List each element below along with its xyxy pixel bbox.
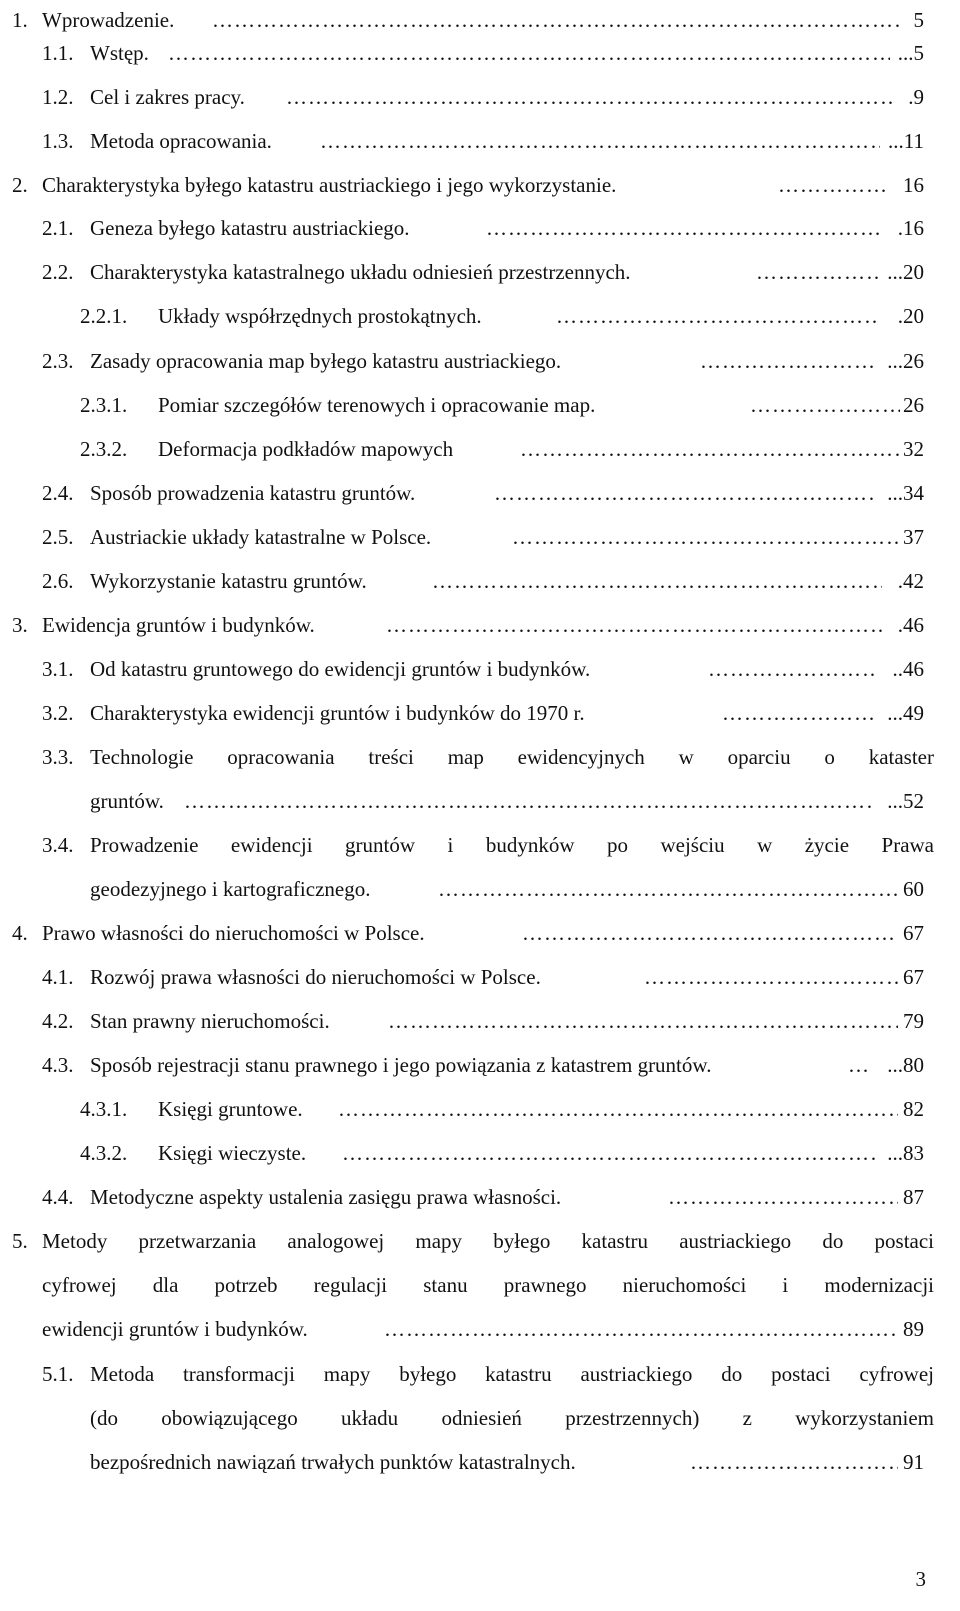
toc-entry-continuation	[0, 1314, 960, 1344]
toc-entry	[0, 38, 960, 68]
toc-leader	[438, 874, 898, 904]
toc-number: 3.1.	[42, 657, 74, 681]
toc-title-continuation: gruntów.	[90, 789, 164, 813]
toc-number: 4.2.	[42, 1009, 74, 1033]
toc-page-number: 89	[903, 1317, 924, 1341]
toc-title: Sposób rejestracji stanu prawnego i jego powiązania z katastrem gruntów.	[90, 1053, 712, 1077]
toc-page-number: 82	[903, 1097, 924, 1121]
toc-page-number: 67	[903, 965, 924, 989]
toc-page-number: .42	[897, 569, 924, 593]
toc-entry	[0, 962, 960, 992]
toc-leader	[708, 654, 876, 684]
toc-entry-continuation	[0, 1447, 960, 1477]
toc-title: Układy współrzędnych prostokątnych.	[158, 304, 482, 328]
toc-title: Cel i zakres pracy.	[90, 85, 245, 109]
toc-title-continuation: ewidencji gruntów i budynków.	[42, 1317, 308, 1341]
toc-page-number: .20	[897, 304, 924, 328]
toc-title-continuation: geodezyjnego i kartograficznego.	[90, 877, 371, 901]
toc-title: Metoda transformacji mapy byłego katastru austriackiego do postaci cyfrowej	[90, 1362, 934, 1386]
toc-entry-continuation	[0, 786, 960, 816]
toc-leader	[700, 346, 876, 376]
toc-title-continuation: cyfrowej dla potrzeb regulacji stanu prawnego nieruchomości i modernizacji	[42, 1273, 934, 1297]
toc-title: Od katastru gruntowego do ewidencji gruntów i budynków.	[90, 657, 591, 681]
toc-number: 4.4.	[42, 1185, 74, 1209]
toc-leader	[556, 301, 880, 331]
toc-entry	[0, 522, 960, 552]
toc-number: 2.2.	[42, 260, 74, 284]
toc-page-number: ...34	[887, 481, 924, 505]
toc-number: 4.1.	[42, 965, 74, 989]
toc-title: Metoda opracowania.	[90, 129, 272, 153]
toc-number: 3.4.	[42, 833, 74, 857]
toc-number: 2.2.1.	[80, 304, 128, 328]
toc-number: 3.3.	[42, 745, 74, 769]
toc-title: Wprowadzenie.	[42, 8, 175, 32]
toc-number: 5.	[12, 1229, 28, 1253]
toc-title: Metody przetwarzania analogowej mapy byłego katastru austriackiego do postaci	[42, 1229, 934, 1253]
toc-page-number: 32	[903, 437, 924, 461]
toc-number: 2.	[12, 173, 28, 197]
toc-title: Wstęp.	[90, 41, 149, 65]
toc-leader	[668, 1182, 898, 1212]
toc-entry	[0, 918, 960, 948]
toc-page-number: 60	[903, 877, 924, 901]
toc-number: 1.1.	[42, 41, 74, 65]
toc-entry	[0, 346, 960, 376]
page-folio: 3	[915, 1567, 926, 1591]
toc-page-number: 79	[903, 1009, 924, 1033]
toc-number: 2.3.1.	[80, 393, 128, 417]
toc-page-number: .9	[908, 85, 924, 109]
toc-entry	[0, 610, 960, 640]
toc-title: Deformacja podkładów mapowych	[158, 437, 454, 461]
toc-entry	[0, 698, 960, 728]
toc-number: 3.2.	[42, 701, 74, 725]
toc-title: Rozwój prawa własności do nieruchomości w Polsce.	[90, 965, 541, 989]
toc-number: 4.3.1.	[80, 1097, 128, 1121]
toc-entry	[0, 742, 960, 772]
toc-page-number: .46	[897, 613, 924, 637]
toc-number: 1.2.	[42, 85, 74, 109]
toc-page-number: ..46	[892, 657, 924, 681]
toc-entry	[0, 301, 960, 331]
toc-entry	[0, 1094, 960, 1124]
toc-number: 1.	[12, 8, 28, 32]
toc-leader	[778, 170, 888, 200]
toc-number: 3.	[12, 613, 28, 637]
toc-page-number: 37	[903, 525, 924, 549]
toc-title: Metodyczne aspekty ustalenia zasięgu prawa własności.	[90, 1185, 562, 1209]
toc-number: 2.1.	[42, 216, 74, 240]
toc-leader	[690, 1447, 898, 1477]
toc-title: Ewidencja gruntów i budynków.	[42, 613, 315, 637]
toc-number: 4.3.2.	[80, 1141, 128, 1165]
toc-page-number: ...26	[887, 349, 924, 373]
toc-page-number: ...52	[887, 789, 924, 813]
toc-entry-continuation	[0, 874, 960, 904]
toc-leader	[644, 962, 898, 992]
toc-number: 2.5.	[42, 525, 74, 549]
toc-page-number: 16	[903, 173, 924, 197]
toc-title: Prawo własności do nieruchomości w Polsce.	[42, 921, 425, 945]
toc-number: 2.4.	[42, 481, 74, 505]
toc-page-number: ...49	[887, 701, 924, 725]
toc-title: Wykorzystanie katastru gruntów.	[90, 569, 367, 593]
toc-entry	[0, 434, 960, 464]
toc-page-number: ...80	[887, 1053, 924, 1077]
toc-title: Austriackie układy katastralne w Polsce.	[90, 525, 432, 549]
toc-title: Księgi gruntowe.	[158, 1097, 303, 1121]
toc-entry	[0, 1050, 960, 1080]
toc-page-number: ...83	[887, 1141, 924, 1165]
toc-page-number: ...11	[888, 129, 924, 153]
toc-entry-continuation	[0, 1403, 960, 1433]
toc-page-number: 5	[913, 8, 924, 32]
toc-page-number: ...20	[887, 260, 924, 284]
toc-number: 1.3.	[42, 129, 74, 153]
toc-page-number: 26	[903, 393, 924, 417]
toc-entry	[0, 5, 960, 35]
toc-title: Zasady opracowania map byłego katastru austriackiego.	[90, 349, 562, 373]
toc-title: Charakterystyka ewidencji gruntów i budynków do 1970 r.	[90, 701, 585, 725]
toc-entry-continuation	[0, 1270, 960, 1300]
toc-entry	[0, 566, 960, 596]
toc-entry	[0, 82, 960, 112]
toc-leader	[750, 390, 900, 420]
toc-entry	[0, 1226, 960, 1256]
toc-leader	[522, 918, 898, 948]
toc-page-number: 87	[903, 1185, 924, 1209]
toc-title: Pomiar szczegółów terenowych i opracowanie map.	[158, 393, 596, 417]
toc-page-number: ...5	[897, 41, 924, 65]
toc-entry	[0, 830, 960, 860]
toc-number: 2.6.	[42, 569, 74, 593]
toc-leader	[168, 38, 890, 68]
toc-title: Księgi wieczyste.	[158, 1141, 307, 1165]
toc-number: 5.1.	[42, 1362, 74, 1386]
toc-leader	[494, 478, 876, 508]
toc-title: Technologie opracowania treści map ewidencyjnych w oparciu o kataster	[90, 745, 934, 769]
toc-page-number: .16	[897, 216, 924, 240]
toc-entry	[0, 654, 960, 684]
toc-leader	[848, 1050, 872, 1080]
toc-leader	[184, 786, 874, 816]
toc-number: 4.3.	[42, 1053, 74, 1077]
toc-leader	[722, 698, 878, 728]
toc-title: Charakterystyka byłego katastru austriackiego i jego wykorzystanie.	[42, 173, 617, 197]
toc-leader	[286, 82, 896, 112]
toc-entry	[0, 1006, 960, 1036]
toc-title: Stan prawny nieruchomości.	[90, 1009, 330, 1033]
toc-title: Charakterystyka katastralnego układu odniesień przestrzennych.	[90, 260, 631, 284]
toc-number: 4.	[12, 921, 28, 945]
toc-number: 2.3.	[42, 349, 74, 373]
toc-leader	[384, 1314, 898, 1344]
toc-title-continuation: (do obowiązującego układu odniesień przestrzennych) z wykorzystaniem	[90, 1406, 934, 1430]
toc-leader	[320, 126, 880, 156]
toc-entry	[0, 1359, 960, 1389]
toc-leader	[212, 5, 902, 35]
toc-title: Geneza byłego katastru austriackiego.	[90, 216, 410, 240]
toc-entry	[0, 478, 960, 508]
toc-title: Sposób prowadzenia katastru gruntów.	[90, 481, 416, 505]
toc-entry	[0, 170, 960, 200]
toc-leader	[756, 257, 878, 287]
toc-entry	[0, 1182, 960, 1212]
toc-number: 2.3.2.	[80, 437, 128, 461]
toc-leader	[338, 1094, 898, 1124]
toc-entry	[0, 257, 960, 287]
toc-leader	[432, 566, 882, 596]
toc-title-continuation: bezpośrednich nawiązań trwałych punktów katastralnych.	[90, 1450, 576, 1474]
toc-entry	[0, 390, 960, 420]
toc-leader	[486, 213, 884, 243]
toc-page-number: 91	[903, 1450, 924, 1474]
toc-leader	[520, 434, 900, 464]
toc-leader	[512, 522, 898, 552]
toc-entry	[0, 126, 960, 156]
toc-leader	[342, 1138, 876, 1168]
toc-page-number: 67	[903, 921, 924, 945]
toc-leader	[388, 1006, 898, 1036]
toc-leader	[386, 610, 882, 640]
toc-title: Prowadzenie ewidencji gruntów i budynków po wejściu w życie Prawa	[90, 833, 934, 857]
toc-entry	[0, 213, 960, 243]
toc-entry	[0, 1138, 960, 1168]
